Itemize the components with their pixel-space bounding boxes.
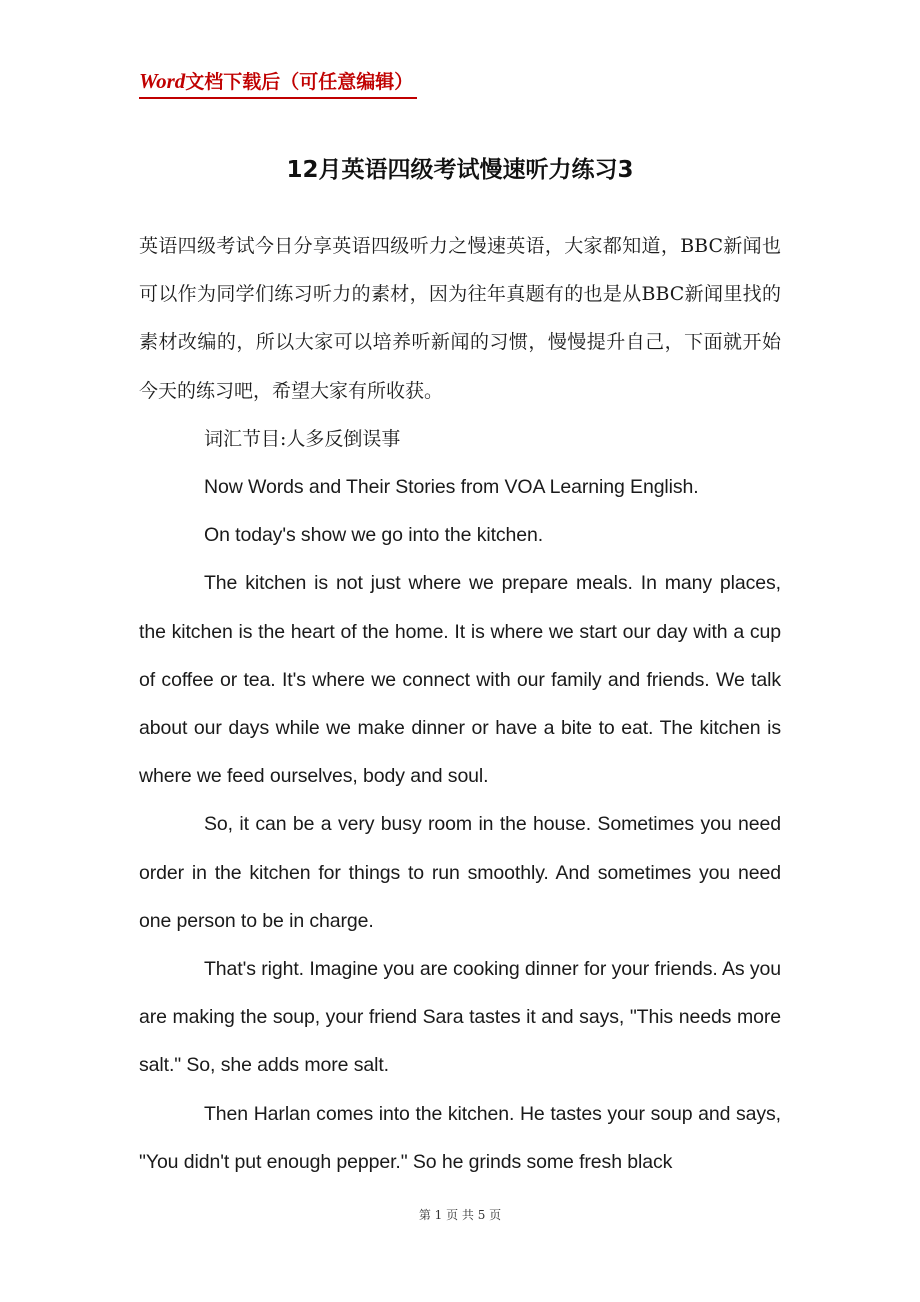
- download-banner: [139, 66, 417, 99]
- document-body: [139, 222, 781, 1186]
- intro-paragraph: 英语四级考试今日分享英语四级听力之慢速英语，大家都知道，BBC新闻也可以作为同学们练习听力的素材，因为往年真题有的也是从BBC新闻里找的素材改编的，所以大家可以培养听新闻的习惯，慢慢提升自己，下面就开始今天的练习吧，希望大家有所收获。: [139, 235, 781, 402]
- body-paragraph: So, it can be a very busy room in the house. Sometimes you need order in the kitchen for things to run smoothly. And sometimes you need one person to be in charge.: [139, 813, 781, 932]
- page-footer: 第 1 页 共 5 页: [418, 1208, 502, 1222]
- body-paragraph: On today's show we go into the kitchen.: [204, 524, 544, 547]
- banner-brand: Word: [139, 69, 186, 93]
- body-paragraph: That's right. Imagine you are cooking dinner for your friends. As you are making the soup, your friend Sara tastes it and says, "This needs more salt." So, she adds more salt.: [139, 958, 781, 1077]
- banner-label: 文档下载后（可任意编辑）: [185, 71, 414, 93]
- body-paragraph: Then Harlan comes into the kitchen. He tastes your soup and says, "You didn't put enough pepper." So he grinds some fresh black: [139, 1102, 781, 1173]
- body-paragraph: Now Words and Their Stories from VOA Learning English.: [204, 476, 699, 499]
- program-subtitle: 词汇节目:人多反倒误事: [204, 427, 401, 450]
- body-paragraph: The kitchen is not just where we prepare meals. In many places, the kitchen is the heart of the home. It is where we start our day with a cup of coffee or tea. It's where we connect with our family and friends. We talk about our days while we make dinner or have a bite to eat. The kitchen is where we feed ourselves, body and soul.: [139, 572, 781, 788]
- document-title: 12月英语四级考试慢速听力练习3: [286, 157, 634, 183]
